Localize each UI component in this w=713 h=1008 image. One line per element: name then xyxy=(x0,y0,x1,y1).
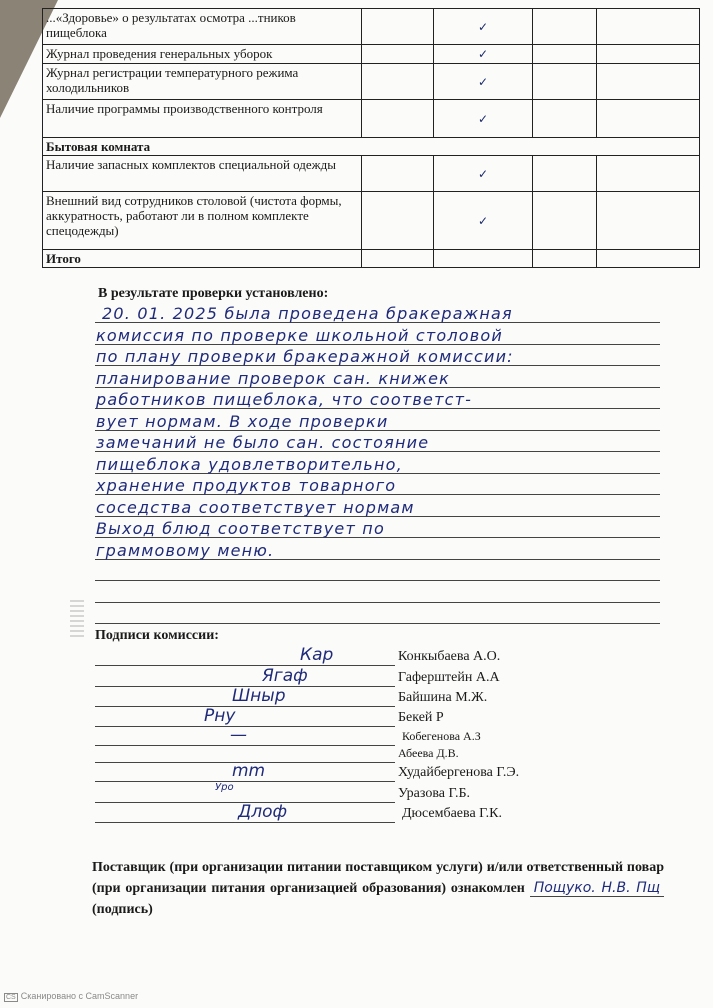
check-mark-cell xyxy=(434,156,533,192)
empty-cell xyxy=(362,192,434,250)
member-name: Худайбергенова Г.Э. xyxy=(398,765,520,780)
empty-cell xyxy=(597,250,700,268)
empty-cell xyxy=(362,156,434,192)
camscanner-icon: CS xyxy=(6,994,16,1001)
handwritten-line: по плану проверки бракеражной комиссии: xyxy=(96,347,514,366)
signature-line xyxy=(95,665,395,666)
handwritten-line: 20. 01. 2025 была проведена бракеражная xyxy=(102,304,513,323)
check-mark-cell xyxy=(434,64,533,100)
empty-cell xyxy=(533,9,597,45)
empty-cell xyxy=(597,64,700,100)
row-label: Наличие программы производственного контроля xyxy=(43,100,362,138)
empty-cell xyxy=(597,100,700,138)
check-mark-cell xyxy=(434,9,533,45)
row-label: Бытовая комната xyxy=(43,138,700,156)
watermark-text: Сканировано с CamScanner xyxy=(20,991,139,1001)
ruled-line xyxy=(95,580,660,581)
camscanner-watermark xyxy=(4,991,138,1002)
signature-scribble: Уро xyxy=(215,782,234,793)
signature-scribble: Рну xyxy=(204,706,236,726)
table-row xyxy=(43,138,700,156)
empty-cell xyxy=(533,250,597,268)
empty-cell xyxy=(533,64,597,100)
empty-cell xyxy=(597,9,700,45)
member-name: Конкыбаева А.О. xyxy=(398,649,501,664)
signature-scribble: Ягаф xyxy=(262,666,308,686)
handwritten-line: соседства соответствует нормам xyxy=(96,497,415,517)
signature-scribble: — xyxy=(230,725,247,745)
empty-cell xyxy=(533,156,597,192)
row-label: Журнал регистрации температурного режима холодильников xyxy=(43,64,362,100)
table-row xyxy=(43,64,700,100)
check-mark-cell xyxy=(434,100,533,138)
ruled-line xyxy=(95,623,660,624)
supplier-signer: Пощуко. Н.В. Пщ xyxy=(530,880,664,897)
signature-line xyxy=(95,781,395,782)
member-name: Байшина М.Ж. xyxy=(398,690,488,705)
row-label: Журнал проведения генеральных уборок xyxy=(43,45,362,64)
supplier-paragraph xyxy=(92,857,664,920)
supplier-text: Поставщик (при организации питании поставщиком услуги) и/или ответственный повар (при организации питания организацией образования) ознакомлен xyxy=(92,860,664,896)
signature-scribble: Длоф xyxy=(238,802,288,822)
signature-line xyxy=(95,822,395,823)
scan-smudge xyxy=(70,600,84,640)
empty-cell xyxy=(362,250,434,268)
empty-cell xyxy=(362,9,434,45)
handwritten-line: замечаний не было сан. состояние xyxy=(96,433,430,452)
empty-cell xyxy=(533,192,597,250)
check-mark-cell xyxy=(434,192,533,250)
check-mark-icon: ✓ xyxy=(477,111,489,126)
signature-line xyxy=(95,706,395,707)
handwritten-line: граммовому меню. xyxy=(96,540,275,560)
handwritten-line: работников пищеблока, что соответст- xyxy=(96,390,473,409)
handwritten-line: планирование проверок сан. книжек xyxy=(96,368,450,388)
signature-scribble: Шныр xyxy=(232,686,286,706)
table-row xyxy=(43,100,700,138)
member-name: Гаферштейн А.А xyxy=(398,670,500,685)
table-row xyxy=(43,9,700,45)
row-label: Наличие запасных комплектов специальной одежды xyxy=(43,156,362,192)
check-mark-icon: ✓ xyxy=(477,166,489,181)
member-name: Уразова Г.Б. xyxy=(398,786,471,801)
empty-cell xyxy=(362,64,434,100)
supplier-suffix: (подпись) xyxy=(92,902,153,917)
handwritten-line: комиссия по проверке школьной столовой xyxy=(96,325,504,345)
empty-cell xyxy=(362,100,434,138)
signature-scribble: mm xyxy=(232,761,266,781)
row-label: Внешний вид сотрудников столовой (чистота формы, аккуратность, работают ли в полном комплекте спецодежды) xyxy=(43,192,362,250)
signature-scribble: Кар xyxy=(300,645,334,665)
empty-cell xyxy=(597,192,700,250)
inspection-table xyxy=(42,8,700,268)
member-name: Абеева Д.В. xyxy=(398,746,459,760)
empty-cell xyxy=(597,156,700,192)
table-row xyxy=(43,192,700,250)
check-mark-icon: ✓ xyxy=(477,74,489,89)
member-name: Дюсембаева Г.К. xyxy=(402,806,503,821)
row-label: Итого xyxy=(43,250,362,268)
empty-cell xyxy=(533,100,597,138)
handwritten-line: Выход блюд соответствует по xyxy=(96,519,385,538)
empty-cell xyxy=(362,45,434,64)
table-row xyxy=(43,45,700,64)
empty-cell xyxy=(533,45,597,64)
table-row xyxy=(43,250,700,268)
member-name: Бекей Р xyxy=(398,710,444,725)
handwritten-line: пищеблока удовлетворительно, xyxy=(96,454,403,474)
signature-line xyxy=(95,745,395,746)
empty-cell xyxy=(597,45,700,64)
check-mark-icon: ✓ xyxy=(477,47,489,61)
result-title: В результате проверки установлено: xyxy=(98,286,329,301)
ruled-line xyxy=(95,602,660,603)
check-mark-cell xyxy=(434,45,533,64)
check-mark-cell xyxy=(434,250,533,268)
member-name: Кобегенова А.З xyxy=(402,729,481,743)
handwritten-line: вует нормам. В ходе проверки xyxy=(96,411,389,431)
handwritten-line: хранение продуктов товарного xyxy=(96,476,397,495)
check-mark-icon: ✓ xyxy=(477,19,489,34)
table-row xyxy=(43,156,700,192)
row-label: ...«Здоровье» о результатах осмотра ...тников пищеблока xyxy=(43,9,362,45)
signatures-title: Подписи комиссии: xyxy=(95,628,219,643)
check-mark-icon: ✓ xyxy=(477,213,489,228)
